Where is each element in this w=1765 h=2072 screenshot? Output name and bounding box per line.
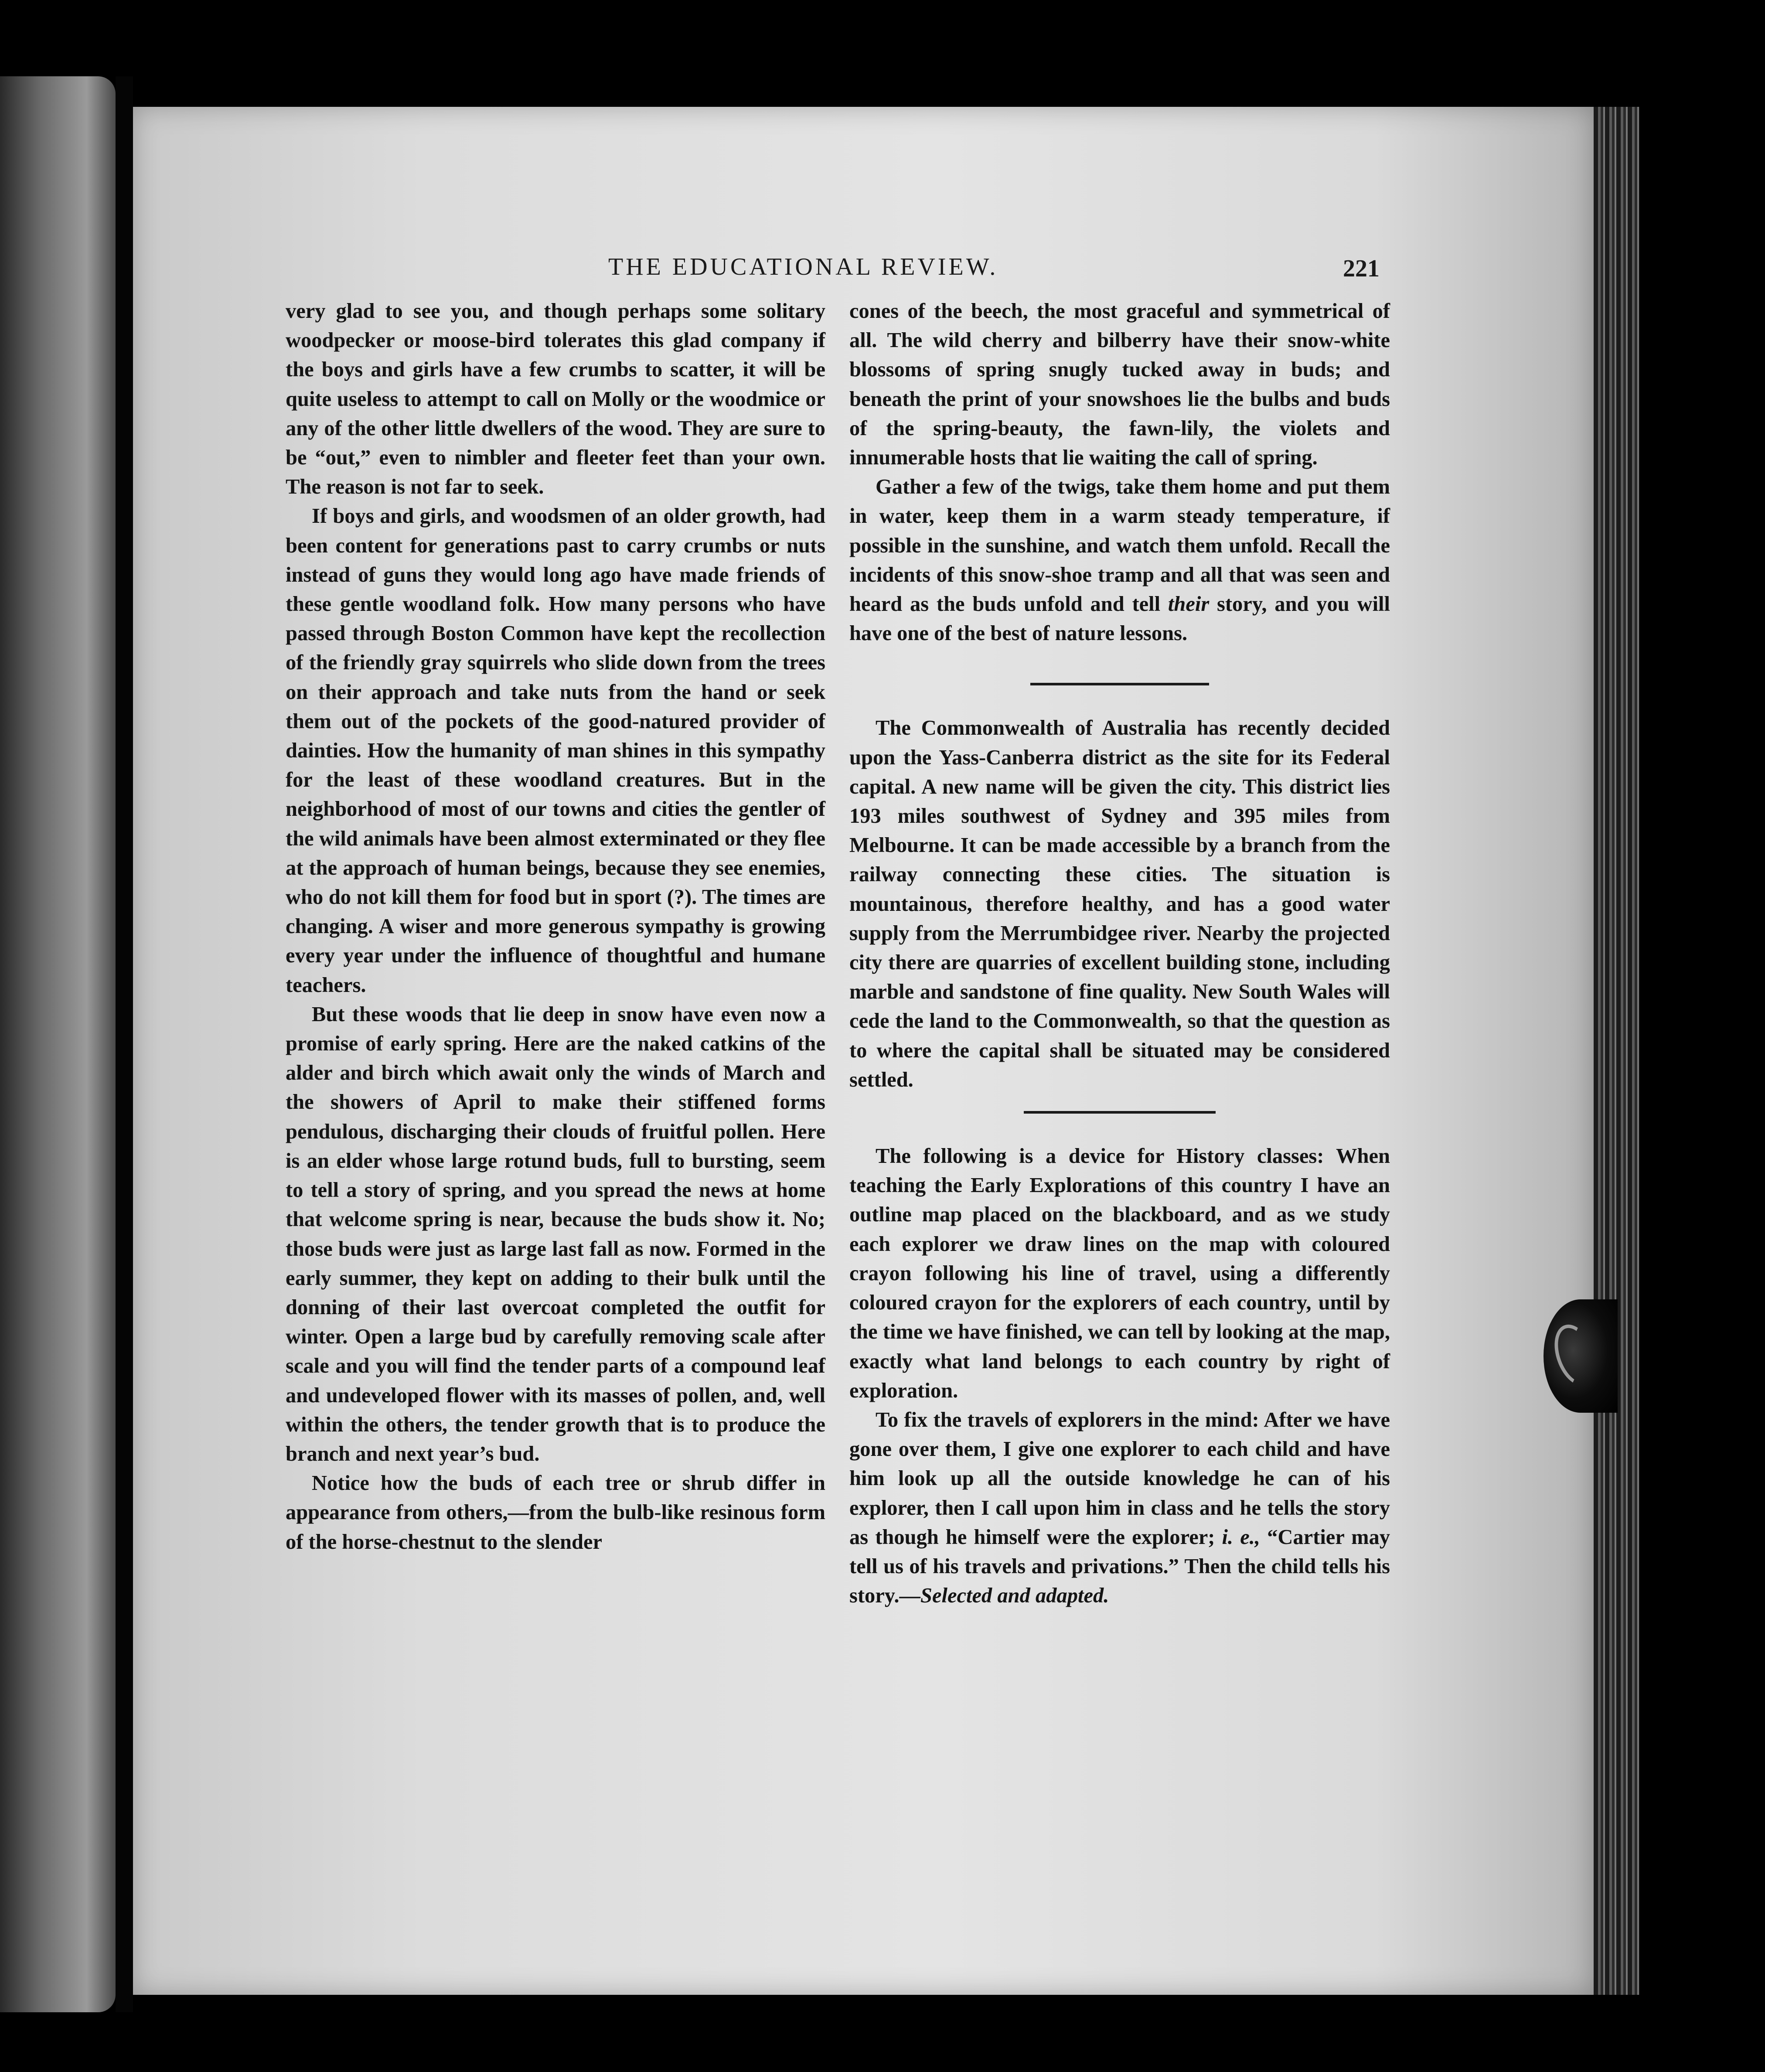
- paragraph: very glad to see you, and though perhaps some solitary woodpecker or moose-bird tolerates this glad company if the boys and girls have a few crumbs to scatter, it will be quite useless to attempt to call on Molly or the woodmice or any of the other little dwellers of the wood. They are sure to be “out,” even to nimbler and fleeter feet than your own. The reason is not far to seek.: [286, 300, 825, 499]
- left-column: [286, 296, 825, 1557]
- page-block-edge: [1594, 107, 1639, 1995]
- facing-page-edge: [0, 76, 116, 2012]
- paragraph: The Commonwealth of Australia has recently decided upon the Yass-Canberra district as the site for its Federal capital. A new name will be given the city. This district lies 193 miles southwest of Sydney and 395 miles from Melbourne. It can be made accessible by a branch from the railway connecting these cities. The situation is mountainous, therefore healthy, and has a good water supply from the Merrumbidgee river. Nearby the projected city there are quarries of excellent building stone, including marble and sandstone of fine quality. New South Wales will cede the land to the Commonwealth, so that the question as to where the capital shall be situated may be considered settled.: [849, 716, 1390, 1091]
- paragraph: If boys and girls, and woodsmen of an older growth, had been content for generations past to carry crumbs or nuts instead of guns they would long ago have made friends of these gentle woodland folk. How many persons who have passed through Boston Common have kept the recollection of the friendly gray squirrels who slide down from the trees on their approach and take nuts from the hand or seek them out of the pockets of the good-natured provider of dainties. How the humanity of man shines in this sympathy for the least of these woodland creatures. But in the neighborhood of most of our towns and cities the gentler of the wild animals have been almost exterminated or they flee at the approach of human beings, because they see enemies, who do not kill them for food but in sport (?). The times are changing. A wiser and more generous sympathy is growing every year under the influence of thoughtful and humane teachers.: [286, 504, 825, 997]
- paragraph-text: Gather a few of the twigs, take them home and put them in water, keep them in a warm steady temperature, if possible in the sunshine, and watch them unfold. Recall the incidents of this snow-shoe tramp and all that was seen and heard as the buds unfold and tell: [849, 475, 1390, 616]
- right-column: [849, 296, 1390, 1610]
- paragraph: Notice how the buds of each tree or shrub differ in appearance from others,—from the bulb-like resinous form of the horse-chestnut to the slender: [286, 1472, 825, 1554]
- paragraph: [849, 472, 1390, 648]
- page-number: 221: [1343, 255, 1380, 282]
- signoff: Selected and adapted.: [920, 1584, 1109, 1608]
- page-clip: [1544, 1299, 1618, 1413]
- paragraph: [849, 1405, 1390, 1610]
- paragraph: cones of the beech, the most graceful and symmetrical of all. The wild cherry and bilberry have their snow-white blossoms of spring snugly tucked away in buds; and beneath the print of your snowshoes lie the bulbs and buds of the spring-beauty, the fawn-lily, the violets and innumerable hosts that lie waiting the call of spring.: [849, 300, 1390, 470]
- paragraph-text: “Cartier may tell us of his travels and privations.” Then the child tells his story.—: [849, 1525, 1390, 1608]
- paragraph: The following is a device for History classes: When teaching the Early Explorations of this country I have an outline map placed on the blackboard, and as we study each explorer we draw lines on the map with coloured crayon following his line of travel, using a differently coloured crayon for the explorers of each country, until by the time we have finished, we can tell by looking at the map, exactly what land belongs to each country by right of exploration.: [849, 1145, 1390, 1402]
- book-gutter: [116, 76, 133, 2012]
- paragraph-text: story, and you will have one of the best of nature lessons.: [849, 593, 1390, 645]
- paragraph: But these woods that lie deep in snow have even now a promise of early spring. Here are the naked catkins of the alder and birch which await only the winds of March and the showers of April to make their stiffened forms pendulous, discharging their clouds of fruitful pollen. Here is an elder whose large rotund buds, full to bursting, seem to tell a story of spring, and you spread the news at home that welcome spring is near, because the buds show it. No; those buds were just as large last fall as now. Formed in the early summer, they kept on adding to their bulk until the donning of their last overcoat completed the outfit for winter. Open a large bud by carefully removing scale after scale and you will find the tender parts of a compound leaf and undeveloped flower with its masses of pollen, and, well within the others, the tender growth that is to produce the branch and next year’s bud.: [286, 1002, 825, 1465]
- section-divider: [1024, 1111, 1216, 1114]
- paragraph-text: To fix the travels of explorers in the mind: After we have gone over them, I give one explorer to each child and have him look up all the outside knowledge he can of his explorer, then I call upon him in class and he tells the story as though he himself were the explorer;: [849, 1408, 1390, 1549]
- section-divider: [1030, 683, 1209, 685]
- running-title: THE EDUCATIONAL REVIEW.: [608, 253, 998, 280]
- emphasis: i. e.,: [1222, 1525, 1261, 1549]
- emphasis: their: [1168, 593, 1210, 616]
